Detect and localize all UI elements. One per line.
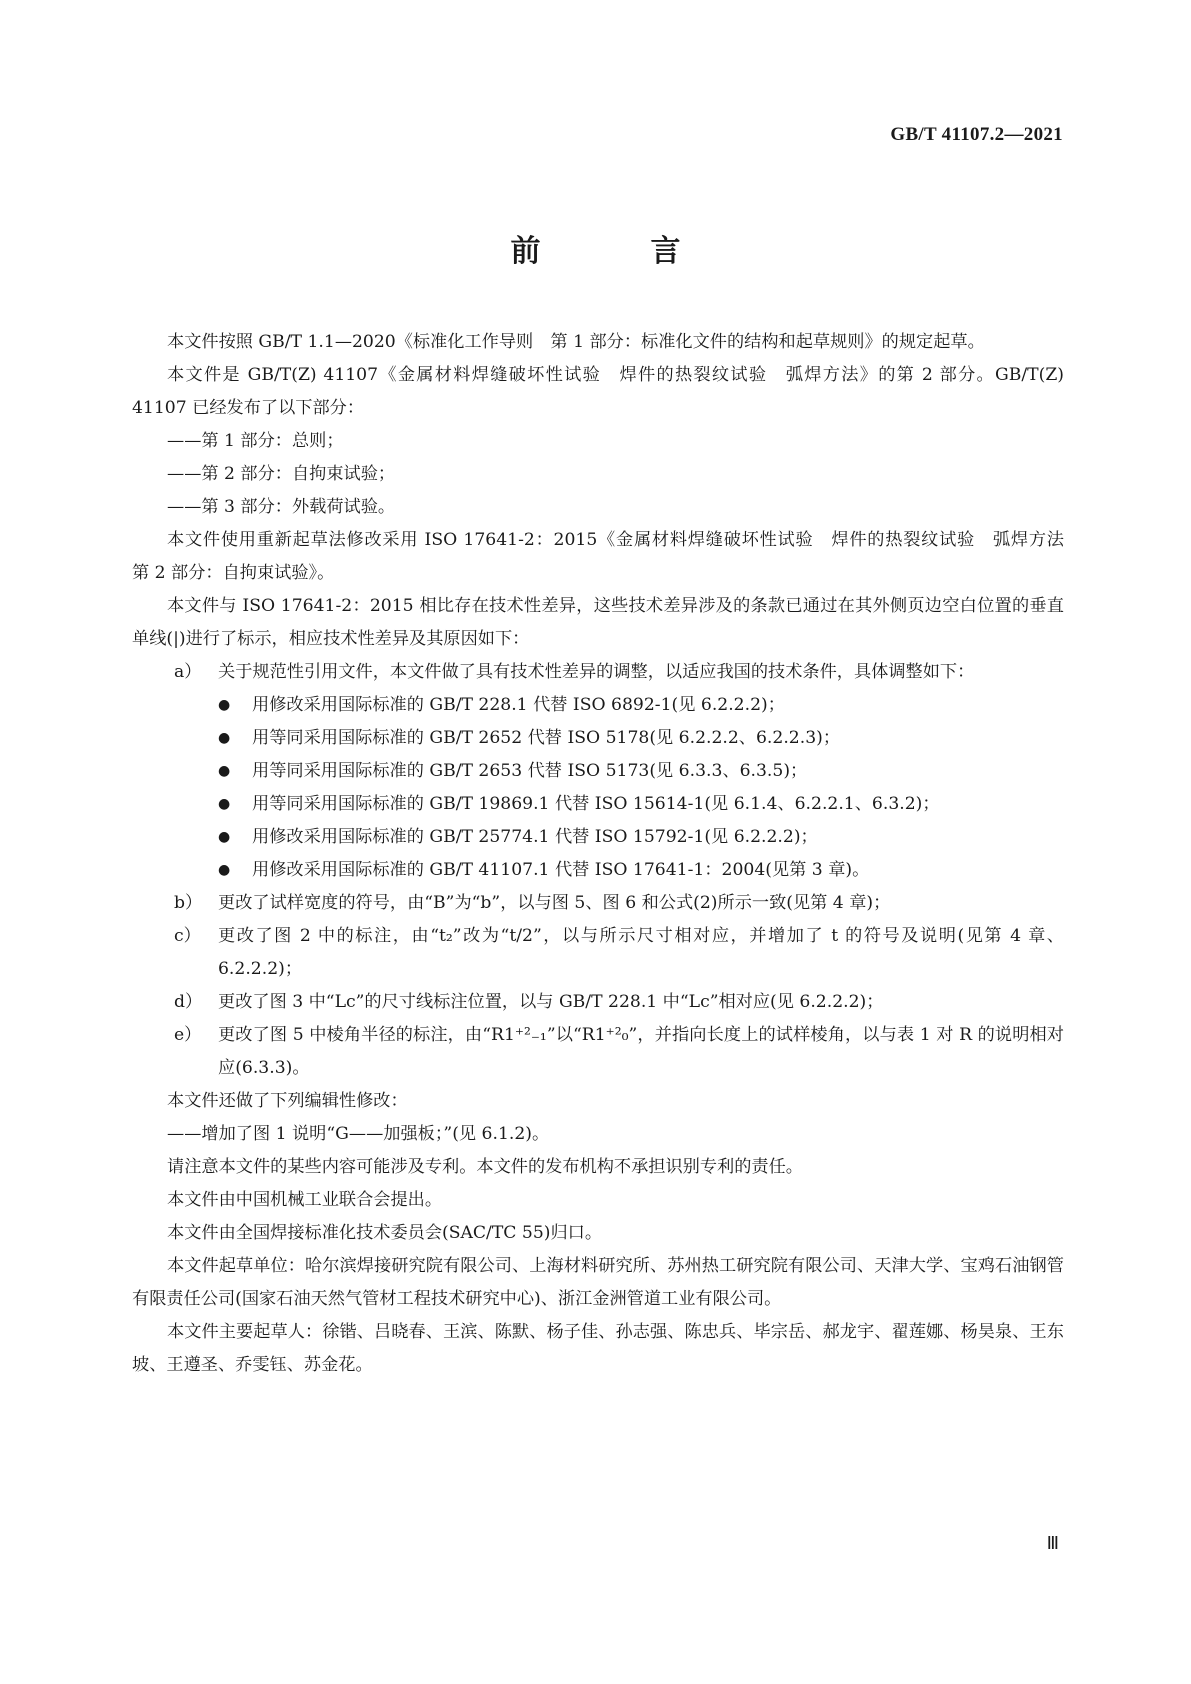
bullet-text: 用等同采用国际标准的 GB/T 19869.1 代替 ISO 15614-1(见 6.1.4、6.2.2.1、6.3.2)； — [252, 794, 940, 814]
bullet-dot-icon: ● — [218, 763, 231, 779]
bullet-item — [132, 788, 1064, 821]
bullet-item — [132, 722, 1064, 755]
paragraph-editorial-changes: 本文件还做了下列编辑性修改： — [167, 1091, 408, 1111]
paragraph-adoption: 本文件使用重新起草法修改采用 ISO 17641-2：2015《金属材料焊缝破坏性试验 焊件的热裂纹试验 弧焊方法 第 2 部分：自拘束试验》。 — [132, 530, 1082, 583]
bullet-item — [132, 821, 1064, 854]
page-title: 前 言 — [510, 234, 721, 269]
item-text: 关于规范性引用文件，本文件做了具有技术性差异的调整，以适应我国的技术条件，具体调整如下： — [218, 662, 975, 682]
paragraph-proposed-by: 本文件由中国机械工业联合会提出。 — [167, 1190, 443, 1210]
bullet-item — [132, 854, 1064, 887]
paragraph-technical-differences: 本文件与 ISO 17641-2：2015 相比存在技术性差异，这些技术差异涉及的条款已通过在其外侧页边空白位置的垂直单线(|)进行了标示，相应技术性差异及其原因如下： — [132, 596, 1064, 649]
item-text: 更改了图 3 中“Lc”的尺寸线标注位置，以与 GB/T 228.1 中“Lc”相对应(见 6.2.2.2)； — [218, 992, 884, 1012]
list-item-part-2: ——第 2 部分：自拘束试验； — [167, 464, 396, 484]
bullet-item — [132, 755, 1064, 788]
bullet-text: 用等同采用国际标准的 GB/T 2653 代替 ISO 5173(见 6.3.3、6.3.5)； — [252, 761, 808, 781]
paragraph-part-of-series: 本文件是 GB/T(Z) 41107《金属材料焊缝破坏性试验 焊件的热裂纹试验 弧焊方法》的第 2 部分。GB/T(Z) 41107 已经发布了以下部分： — [132, 365, 1064, 418]
bullet-text: 用修改采用国际标准的 GB/T 25774.1 代替 ISO 15792-1(见 6.2.2.2)； — [252, 827, 818, 847]
item-label: e） — [174, 1025, 202, 1045]
paragraph-drafters: 本文件主要起草人：徐锴、吕晓春、王滨、陈默、杨子佳、孙志强、陈忠兵、毕宗岳、郝龙宇、翟莲娜、杨昊泉、王东坡、王遵圣、乔雯钰、苏金花。 — [132, 1322, 1064, 1375]
difference-item-c — [132, 920, 1064, 986]
paragraph-technical-committee: 本文件由全国焊接标准化技术委员会(SAC/TC 55)归口。 — [167, 1223, 603, 1243]
difference-item-d — [132, 986, 1064, 1019]
bullet-text: 用等同采用国际标准的 GB/T 2652 代替 ISO 5178(见 6.2.2.2、6.2.2.3)； — [252, 728, 841, 748]
bullet-item — [132, 689, 1064, 722]
bullet-dot-icon: ● — [218, 796, 231, 812]
list-item-part-1: ——第 1 部分：总则； — [167, 431, 344, 451]
item-label: d） — [174, 992, 203, 1012]
standard-code: GB/T 41107.2—2021 — [890, 124, 1063, 145]
item-text: 更改了图 5 中棱角半径的标注，由“R1⁺²₋₁”以“R1⁺²₀”，并指向长度上的试样棱角，以与表 1 对 R 的说明相对应(6.3.3)。 — [218, 1025, 1064, 1078]
item-label: b） — [174, 893, 203, 913]
item-text: 更改了图 2 中的标注，由“t₂”改为“t/2”，以与所示尺寸相对应，并增加了 t 的符号及说明(见第 4 章、6.2.2.2)； — [218, 926, 1064, 979]
difference-item-b — [132, 887, 1064, 920]
paragraph-drafting-organizations: 本文件起草单位：哈尔滨焊接研究院有限公司、上海材料研究所、苏州热工研究院有限公司、天津大学、宝鸡石油钢管有限责任公司(国家石油天然气管材工程技术研究中心)、浙江金洲管道工业有限公司。 — [132, 1256, 1064, 1309]
document-body — [132, 326, 1082, 1382]
item-text: 更改了试样宽度的符号，由“B”为“b”，以与图 5、图 6 和公式(2)所示一致(见第 4 章)； — [218, 893, 891, 913]
difference-item-e — [132, 1019, 1064, 1085]
list-item-part-3: ——第 3 部分：外载荷试验。 — [167, 497, 396, 517]
bullet-dot-icon: ● — [218, 697, 231, 713]
bullet-dot-icon: ● — [218, 829, 231, 845]
item-label: c） — [174, 926, 201, 946]
list-item-editorial-1: ——增加了图 1 说明“G——加强板；”(见 6.1.2)。 — [167, 1124, 550, 1144]
bullet-text: 用修改采用国际标准的 GB/T 228.1 代替 ISO 6892-1(见 6.2.2.2)； — [252, 695, 785, 715]
bullet-dot-icon: ● — [218, 862, 231, 878]
paragraph-patent-notice: 请注意本文件的某些内容可能涉及专利。本文件的发布机构不承担识别专利的责任。 — [167, 1157, 803, 1177]
bullet-dot-icon: ● — [218, 730, 231, 746]
item-label: a） — [174, 662, 202, 682]
paragraph-drafting-rules: 本文件按照 GB/T 1.1—2020《标准化工作导则 第 1 部分：标准化文件的结构和起草规则》的规定起草。 — [167, 332, 985, 352]
page-number: Ⅲ — [1046, 1533, 1059, 1553]
difference-item-a — [132, 656, 1064, 689]
bullet-text: 用修改采用国际标准的 GB/T 41107.1 代替 ISO 17641-1：2004(见第 3 章)。 — [252, 860, 870, 880]
